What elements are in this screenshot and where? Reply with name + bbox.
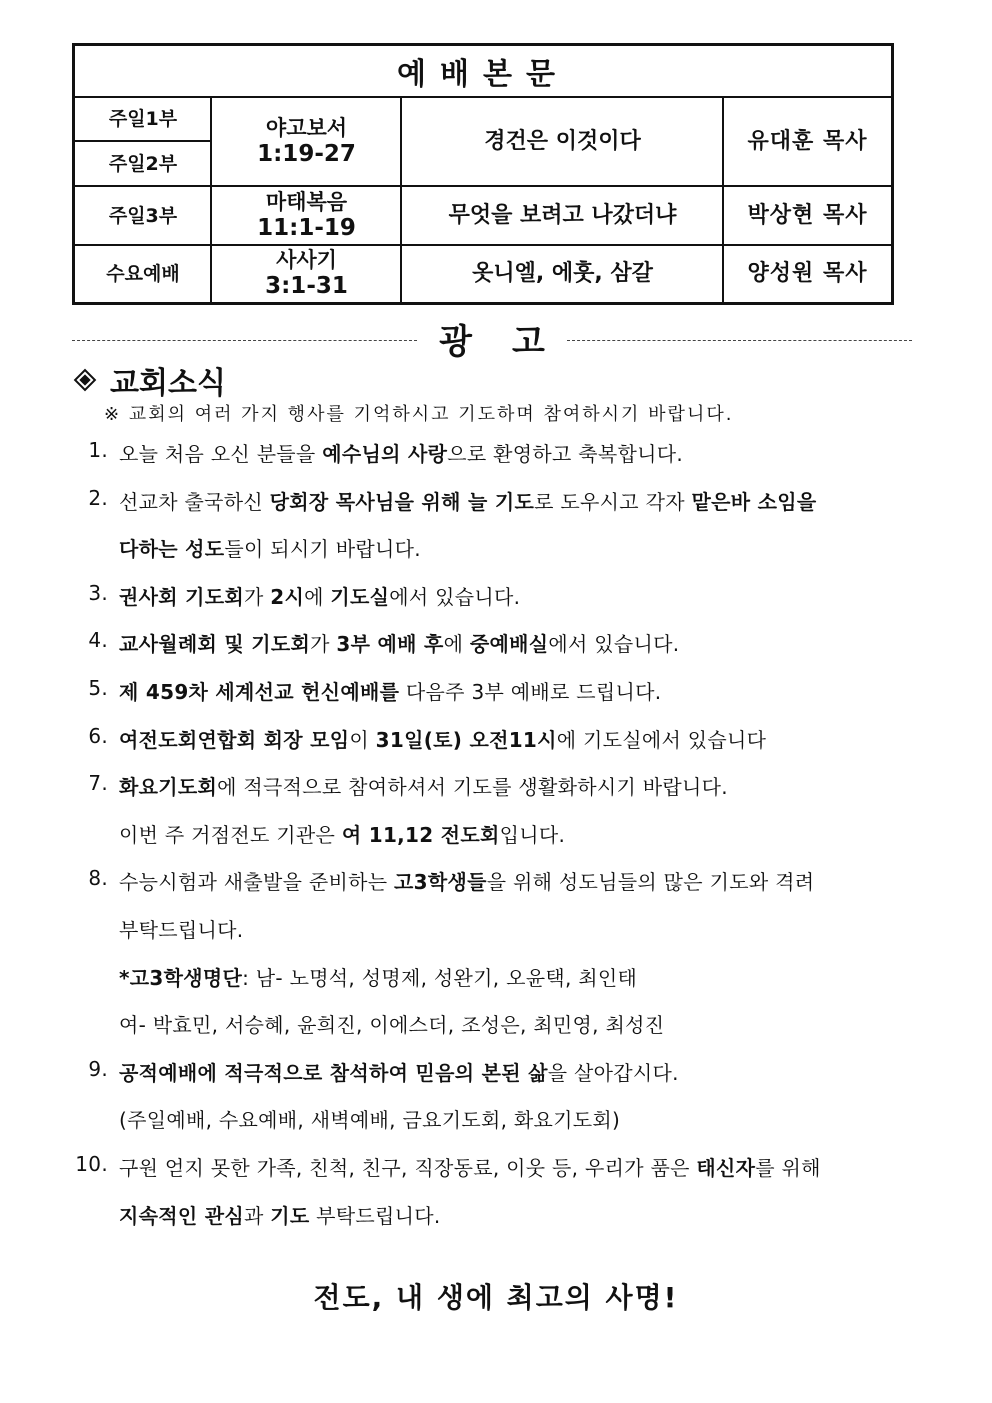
plain-text: 가 [310,632,337,657]
table-title: 예배본문 [75,46,891,98]
emphasis-text: 화요기도회 [119,775,218,800]
item-number: 4. [88,628,108,653]
passage [212,187,401,245]
emphasis-text: 중예배실 [469,632,549,657]
item-number: 8. [88,866,108,891]
plain-text: 에 기도실에서 있습니다 [556,727,767,752]
preacher: 박상현 목사 [747,202,868,228]
announcement-line [119,676,661,705]
plain-text: 여- 박효민, 서승혜, 윤희진, 이에스더, 조성은, 최민영, 최성진 [119,1013,665,1038]
item-number: 10. [75,1152,108,1176]
plain-text: 부탁드립니다. [309,1203,441,1228]
emphasis-text: 2시 [270,584,305,609]
emphasis-text: 여 11,12 전도회 [341,822,500,847]
emphasis-text: 고3학생들 [394,870,487,895]
plain-text: 부탁드립니다. [119,918,244,942]
emphasis-text: 기도실 [330,584,390,609]
plain-text: 선교차 출국하신 [119,489,270,514]
plain-text: 에 [443,632,470,657]
announcement-line [119,1104,620,1133]
passage-ref: 3:1-31 [265,273,348,300]
service-name: 주일1부 [108,108,178,131]
section-title: 교회소식 [110,366,226,401]
section-note: ※ 교회의 여러 가지 행사를 기억하시고 기도하며 참여하시기 바랍니다. [104,404,734,425]
preacher: 유대훈 목사 [747,128,868,154]
announcement-line [119,1009,664,1038]
passage [212,246,401,303]
plain-text: 에서 있습니다. [548,632,680,657]
item-number: 1. [88,438,108,462]
passage-book: 마태복음 [265,189,348,214]
emphasis-text: 31일(토) 오전11시 [375,727,557,752]
plain-text: 에 [304,584,331,609]
emphasis-text: 권사회 기도회 [119,584,244,609]
emphasis-text: 태신자 [696,1156,756,1180]
announcement-line [119,1152,821,1181]
plain-text: 에 적극적으로 참여하셔서 기도를 생활화하시기 바랍니다. [217,775,728,800]
announcement-line [119,724,766,753]
announcement-line [119,771,728,800]
emphasis-text: 지속적인 관심 [119,1203,244,1228]
item-number: 9. [88,1056,108,1081]
plain-text: 에서 있습니다. [389,584,521,609]
footer-motto: 전도, 내 생에 최고의 사명! [313,1281,679,1314]
emphasis-text: 기도 [270,1203,310,1228]
emphasis-text: *고3학생명단 [119,965,243,990]
service-name: 주일3부 [108,204,178,227]
item-number: 6. [88,723,108,748]
plain-text: 으로 환영하고 축복합니다. [447,442,683,466]
announcement-line [119,914,243,943]
plain-text: 이번 주 거점전도 기관은 [119,822,342,847]
item-number: 3. [88,580,108,605]
diamond-icon [74,369,96,391]
divider [72,340,417,341]
plain-text: 가 [243,584,271,609]
sermon-title: 무엇을 보려고 나갔더냐 [448,202,677,228]
service-name: 주일2부 [108,152,178,175]
plain-text: 들이 되시기 바랍니다. [224,537,421,562]
item-number: 7. [88,771,108,796]
announcement-line [119,1057,679,1086]
plain-text: 를 위해 [755,1156,821,1180]
emphasis-text: 교사월례회 및 기도회 [119,632,311,657]
plain-text: 을 살아갑시다. [547,1060,679,1085]
emphasis-text: 예수님의 사랑 [322,442,448,466]
emphasis-text: 당회장 목사님을 위해 늘 기도 [269,489,535,514]
plain-text: 수능시험과 새출발을 준비하는 [119,870,395,895]
emphasis-text: 3부 예배 후 [336,632,444,657]
emphasis-text: 다하는 성도 [119,537,225,562]
plain-text: 로 도우시고 각자 [534,489,692,514]
announcement-line [119,438,683,467]
emphasis-text: 여전도회연합회 회장 모임 [119,727,350,752]
passage-book: 야고보서 [265,115,348,140]
passage-book: 사사기 [276,248,337,273]
divider [567,340,912,341]
announcement-line [119,962,637,991]
plain-text: 구원 얻지 못한 가족, 친척, 친구, 직장동료, 이웃 등, 우리가 품은 [119,1156,697,1180]
sermon-title: 옷니엘, 에훗, 삼갈 [472,261,653,287]
plain-text: 다음주 3부 예배로 드립니다. [399,680,662,704]
service-name: 수요예배 [106,263,180,286]
announcement-line [119,533,421,562]
plain-text: 이 [349,727,376,752]
passage-ref: 1:19-27 [257,140,356,167]
sermon-title: 경건은 이것이다 [484,128,641,154]
announcement-line [119,866,814,895]
announcement-line [119,486,816,515]
emphasis-text: 제 459차 세계선교 헌신예배를 [119,680,400,704]
item-number: 5. [88,676,108,700]
preacher: 양성원 목사 [747,261,868,287]
plain-text: 을 위해 성도님들의 많은 기도와 격려 [486,870,815,895]
announcement-line [119,581,520,610]
plain-text: : 남- 노명석, 성명제, 성완기, 오윤택, 최인태 [242,965,638,990]
announcement-line [119,819,565,848]
emphasis-text: 공적예배에 적극적으로 참석하여 믿음의 본된 삶 [119,1060,548,1085]
section-heading [74,358,226,402]
announcement-line [119,628,679,657]
emphasis-text: 맡은바 소임을 [691,489,817,514]
announcements-title: 광고 [439,321,585,362]
announcement-line [119,1200,441,1229]
worship-table [72,43,894,305]
plain-text: (주일예배, 수요예배, 새벽예배, 금요기도회, 화요기도회) [119,1108,621,1133]
item-number: 2. [88,485,108,510]
plain-text: 오늘 처음 오신 분들을 [119,442,323,466]
passage-ref: 11:1-19 [257,214,356,241]
announcements-heading [72,318,912,362]
plain-text: 과 [243,1203,271,1228]
passage [212,98,401,186]
plain-text: 입니다. [499,822,566,847]
